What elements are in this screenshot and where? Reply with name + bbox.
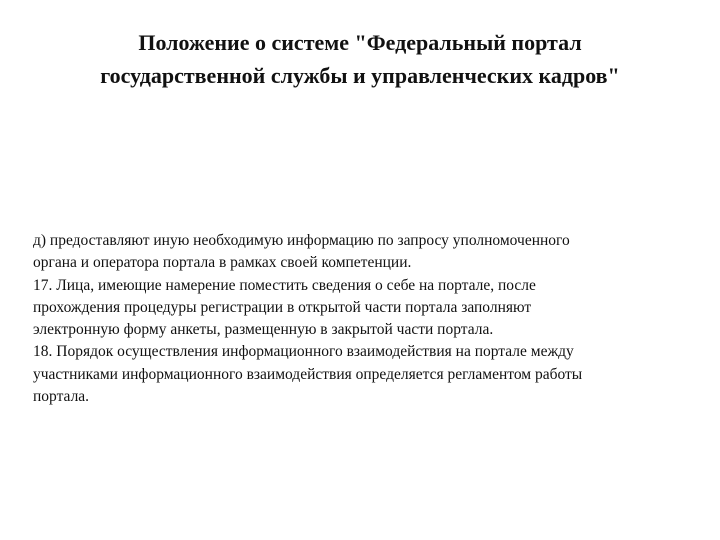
- body-line: электронную форму анкеты, размещенную в закрытой части портала.: [33, 321, 494, 339]
- slide-title: [40, 26, 680, 92]
- slide-title-line: государственной службы и управленческих кадров": [100, 63, 620, 88]
- body-line: участниками информационного взаимодействия определяется регламентом работы: [33, 365, 583, 383]
- slide-title-line: Положение о системе "Федеральный портал: [138, 30, 582, 55]
- body-line: прохождения процедуры регистрации в открытой части портала заполняют: [33, 298, 532, 316]
- body-line: д) предоставляют иную необходимую информацию по запросу уполномоченного: [33, 232, 570, 249]
- body-line: 18. Порядок осуществления информационного взаимодействия на портале между: [33, 343, 574, 361]
- body-line: портала.: [33, 388, 90, 406]
- body-line: органа и оператора портала в рамках своей компетенции.: [33, 254, 412, 272]
- slide-body-text: [33, 230, 679, 408]
- body-line: 17. Лица, имеющие намерение поместить сведения о себе на портале, после: [33, 276, 536, 294]
